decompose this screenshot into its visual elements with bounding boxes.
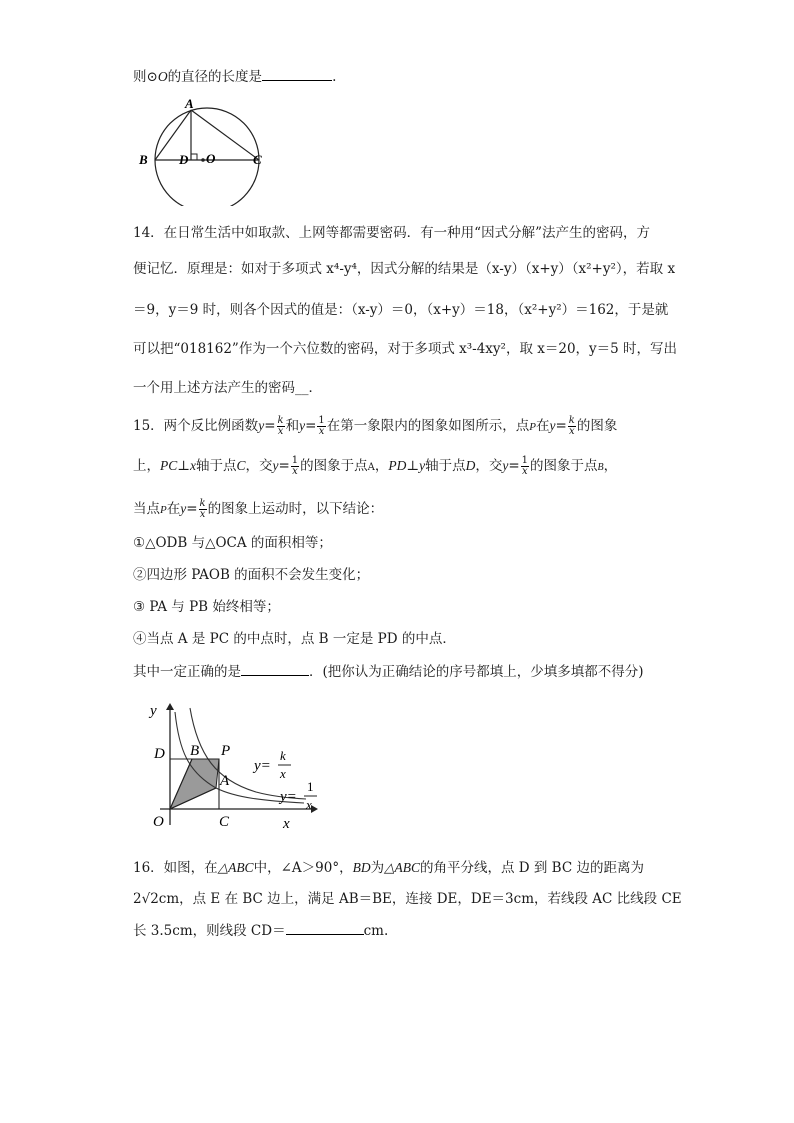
q13-text-before: 则⊙ [133,69,158,85]
q16-text: 的角平分线，点 D 到 BC 边的距离为 [419,860,644,876]
label-y: y [150,703,157,719]
label-d: D [154,746,165,762]
label-b: B [139,152,148,167]
q16-line-3 [133,920,388,941]
label-a: A [220,773,230,789]
q14-line-4: 可以把“018162”作为一个六位数的密码，对于多项式 x³-4xy²，取 x＝20，y＝5 时，写出 [133,341,678,357]
center-dot [201,158,205,162]
q15-text: 轴于点 [425,458,466,474]
label-b: B [190,743,200,759]
q16-unit: cm. [363,923,389,939]
q13-answer-blank[interactable] [262,66,332,81]
q15-text: 在 [166,501,181,517]
label-o: O [206,151,216,166]
q15-text: 的图象 [576,418,618,434]
q15-claim-3: ③ PA 与 PB 始终相等； [133,599,280,615]
q15-line-3: 当点P在y= $\frac{k}{x}$ 的图象上运动时，以下结论： [133,498,384,520]
q15-text: 的图象于点 [300,458,368,474]
label-y-k-over-x [252,748,291,781]
q13-end: . [332,69,337,85]
q16-text: 16．如图，在 [133,860,218,876]
q15-claim-1: ①△ODB 与△OCA 的面积相等； [133,535,332,551]
svg-text:y=: y= [254,758,271,774]
label-a: A [185,96,194,111]
label-p: P [221,743,231,759]
q15-text: ，交 [245,458,273,474]
svg-text:y=: y= [280,789,297,805]
q16-line-2: 2√2cm，点 E 在 BC 边上，满足 AB＝BE，连接 DE，DE＝3cm，若线段 AC 比线段 CE [133,891,682,907]
q15-text: 的图象上运动时，以下结论： [207,501,384,517]
label-x: x [283,816,290,832]
svg-text:x: x [306,797,312,812]
shaded-paob [170,759,219,809]
q15-graph-figure [146,700,326,835]
q15-text: 和 [285,418,300,434]
q15-answer-blank[interactable] [241,661,309,676]
q15-text: 在 [535,418,550,434]
q16-text: 长 3.5cm，则线段 CD＝ [133,923,286,939]
q14-line-3: ＝9，y＝9 时，则各个因式的值是：（x-y）＝0，（x+y）＝18，（x²+y²）＝162，于是就 [133,302,669,318]
q14-line-1: 14．在日常生活中如取款、上网等都需要密码．有一种用“因式分解”法产生的密码，方 [133,225,650,241]
svg-text:1: 1 [307,779,314,794]
svg-text:k: k [280,748,286,763]
q15-ask-note: ．(把你认为正确结论的序号都填上，少填多填都不得分) [309,664,644,680]
y-axis-arrow [166,703,174,710]
label-o: O [153,814,164,830]
q15-ask [133,661,644,682]
q15-line-1: 15．两个反比例函数y= $\frac{k}{x}$ 和y= $\frac{1}{x}$ 在第一象限内的图象如图所示，点P在y= $\frac{k}{x}$ 的图象 [133,415,618,437]
q13-line [133,66,336,87]
q15-text: 轴于点 [195,458,237,474]
q16-text: 中，∠A＞90°， [253,860,353,876]
label-c: C [253,152,262,167]
label-c: C [219,814,230,830]
q13-text-after: 的直径的长度是 [167,69,263,85]
q15-text: 上， [133,458,160,474]
x-axis-arrow [311,805,318,813]
q15-line-2: 上，PC⊥x轴于点C，交y= $\frac{1}{x}$ 的图象于点A，PD⊥y轴于点D，交y= $\frac{1}{x}$ 的图象于点B， [133,455,618,477]
q15-text: 在第一象限内的图象如图所示，点 [326,418,530,434]
segment-ac [191,110,259,160]
q14-line-2: 便记忆．原理是：如对于多项式 x⁴-y⁴，因式分解的结果是（x-y）（x+y）（x²+y²），若取 x [133,261,676,277]
q15-text: ，交 [475,458,503,474]
q15-text: 的图象于点 [530,458,598,474]
label-y-1-over-x [278,779,317,812]
q16-text: 为 [370,860,385,876]
q15-ask-text: 其中一定正确的是 [133,664,241,680]
q15-claim-2: ②四边形 PAOB 的面积不会发生变化； [133,567,370,583]
q15-claim-4: ④当点 A 是 PC 的中点时，点 B 一定是 PD 的中点． [133,631,456,647]
q15-text: 15．两个反比例函数 [133,418,259,434]
q16-line-1: 16．如图，在△ABC中，∠A＞90°，BD为△ABC的角平分线，点 D 到 BC 边的距离为 [133,860,644,876]
q13-o: O [157,69,168,84]
q13-circle-figure [136,96,276,206]
right-angle-mark [191,154,197,160]
q16-answer-blank[interactable] [286,920,364,935]
svg-text:x: x [280,766,286,781]
q14-line-5: 一个用上述方法产生的密码__． [133,380,322,396]
q15-text: 当点 [133,501,160,517]
label-d: D [179,152,189,167]
